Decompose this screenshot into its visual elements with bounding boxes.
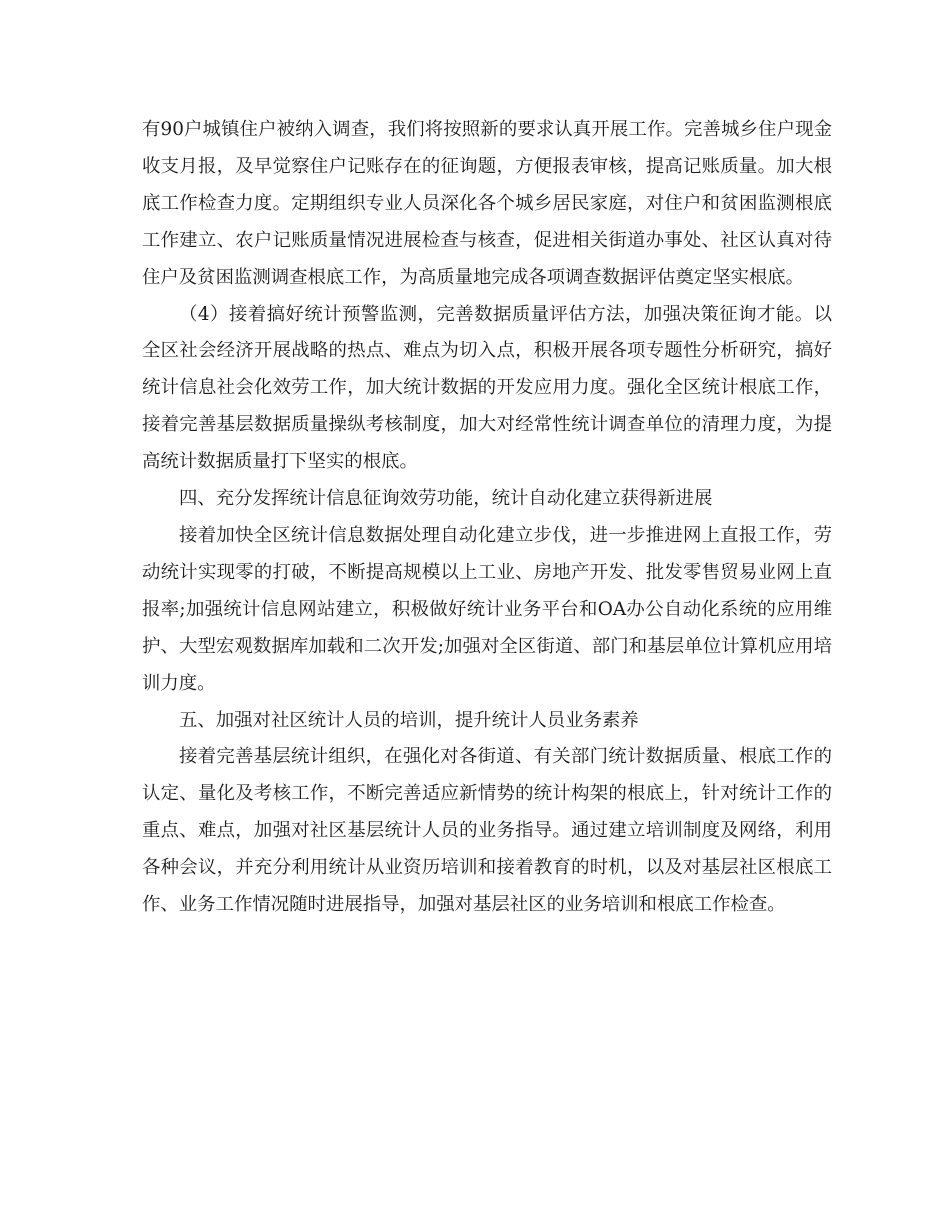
section-heading-four: 四、充分发挥统计信息征询效劳功能，统计自动化建立获得新进展 — [179, 488, 713, 510]
paragraph-household-survey: 有90户城镇住户被纳入调查，我们将按照新的要求认真开展工作。完善城乡住户现金收支月报，及早觉察住户记账存在的征询题，方便报表审核，提高记账质量。加大根底工作检查力度。定期组织专业人员深化各个城乡居民家庭，对住户和贫困监测根底工作建立、农户记账质量情况进展检查与核查，促进相关街道办事处、社区认真对待住户及贫困监测调查根底工作，为高质量地完成各项调查数据评估奠定坚实根底。 — [142, 119, 832, 288]
paragraph-monitoring: （4）接着搞好统计预警监测，完善数据质量评估方法，加强决策征询才能。以全区社会经济开展战略的热点、难点为切入点，积极开展各项专题性分析研究，搞好统计信息社会化效劳工作，加大统计数据的开发应用力度。强化全区统计根底工作，接着完善基层数据质量操纵考核制度，加大对经常性统计调查单位的清理力度，为提高统计数据质量打下坚实的根底。 — [142, 303, 832, 473]
section-heading-five: 五、加强对社区统计人员的培训，提升统计人员业务素养 — [179, 709, 639, 731]
paragraph-automation: 接着加快全区统计信息数据处理自动化建立步伐，进一步推进网上直报工作，劳动统计实现零的打破，不断提高规模以上工业、房地产开发、批发零售贸易业网上直报率;加强统计信息网站建立，积极做好统计业务平台和OA办公自动化系统的应用维护、大型宏观数据库加载和二次开发;加强对全区街道、部门和基层单位计算机应用培训力度。 — [142, 524, 832, 694]
paragraph-training: 接着完善基层统计组织，在强化对各街道、有关部门统计数据质量、根底工作的认定、量化及考核工作，不断完善适应新情势的统计构架的根底上，针对统计工作的重点、难点，加强对社区基层统计人员的业务指导。通过建立培训制度及网络，利用各种会议，并充分利用统计从业资历培训和接着教育的时机，以及对基层社区根底工作、业务工作情况随时进展指导，加强对基层社区的业务培训和根底工作检查。 — [142, 746, 832, 916]
document-body — [142, 112, 832, 924]
